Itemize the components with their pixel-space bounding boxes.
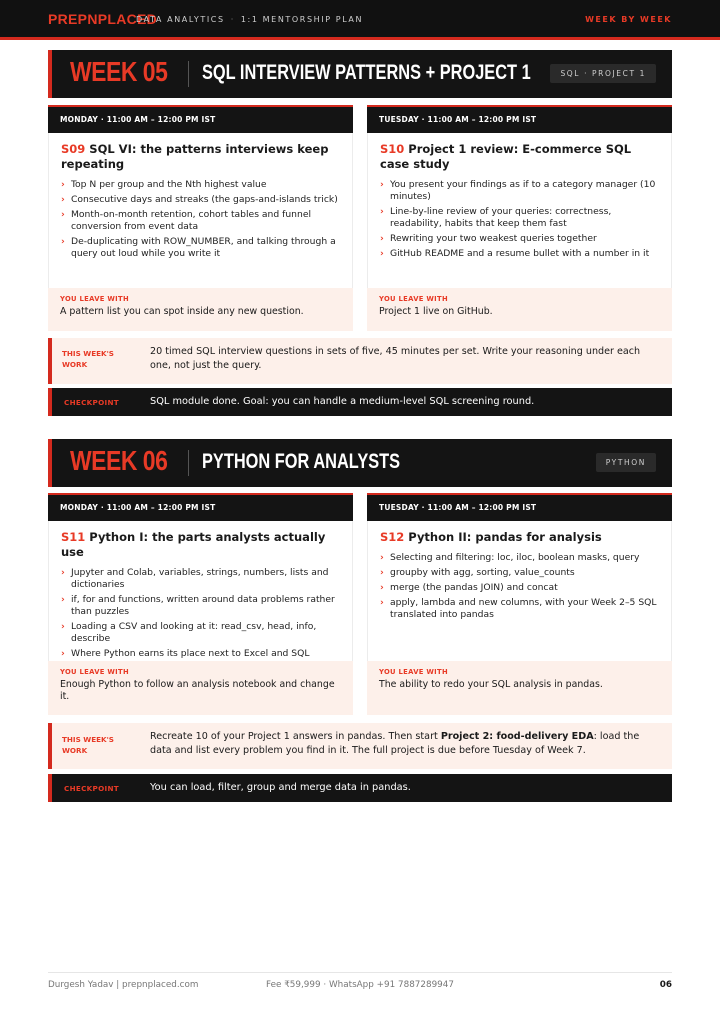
list-item-text: De-duplicating with ROW_NUMBER, and talking through a query out loud while you write it	[71, 236, 336, 259]
weekly-work-text-part: : load the data and list every problem you find in it. The full project is due before Tuesday of Week 7.	[150, 731, 640, 756]
leave-with-box	[48, 661, 353, 715]
chevron-right-icon: ›	[380, 248, 384, 259]
list-item-text: You present your findings as if to a category manager (10 minutes)	[390, 179, 656, 202]
breadcrumb	[136, 15, 363, 24]
page-number: 06	[659, 980, 672, 990]
chevron-right-icon: ›	[61, 621, 65, 632]
weekly-work-label: THIS WEEK'S WORK	[62, 735, 114, 755]
list-item	[380, 233, 659, 245]
leave-with-label: YOU LEAVE WITH	[60, 668, 129, 676]
checkpoint-bar	[48, 388, 672, 416]
leave-with-text: Enough Python to follow an analysis notebook and change it.	[60, 679, 335, 702]
footer-contact: Fee ₹59,999 · WhatsApp +91 7887289947	[266, 980, 454, 990]
top-bar	[0, 0, 720, 40]
list-item-text: merge (the pandas JOIN) and concat	[390, 582, 558, 593]
day-card-tuesday	[367, 105, 672, 317]
weekly-work-text	[150, 345, 660, 373]
section-label: WEEK BY WEEK	[585, 15, 672, 24]
divider	[188, 450, 189, 476]
day-card-monday	[48, 493, 353, 702]
list-item-text: Month-on-month retention, cohort tables and funnel conversion from event data	[71, 209, 312, 232]
list-item	[380, 248, 659, 260]
week-section-06	[48, 439, 672, 793]
chevron-right-icon: ›	[380, 552, 384, 563]
chevron-right-icon: ›	[61, 567, 65, 578]
weekly-work-box	[48, 723, 672, 769]
list-item	[380, 582, 659, 594]
list-item-text: Consecutive days and streaks (the gaps-and-islands trick)	[71, 194, 338, 205]
weekly-work-text-part: Recreate 10 of your Project 1 answers in pandas. Then start	[150, 731, 441, 742]
day-header: TUESDAY · 11:00 AM – 12:00 PM IST	[367, 493, 672, 521]
week-number: WEEK 05	[70, 56, 168, 87]
checkpoint-text: SQL module done. Goal: you can handle a medium-level SQL screening round.	[150, 396, 535, 407]
list-item-text: Jupyter and Colab, variables, strings, numbers, lists and dictionaries	[71, 567, 329, 590]
session-code: S11	[61, 530, 86, 544]
leave-with-text: The ability to redo your SQL analysis in pandas.	[379, 679, 603, 690]
list-item-text: GitHub README and a resume bullet with a number in it	[390, 248, 650, 259]
topic-list	[380, 552, 659, 621]
chevron-right-icon: ›	[61, 209, 65, 220]
week-header	[48, 439, 672, 487]
week-title: SQL INTERVIEW PATTERNS + PROJECT 1	[202, 61, 531, 84]
list-item	[61, 567, 340, 591]
list-item-text: if, for and functions, written around data problems rather than puzzles	[71, 594, 335, 617]
session-code: S12	[380, 530, 405, 544]
day-header: MONDAY · 11:00 AM – 12:00 PM IST	[48, 105, 353, 133]
breadcrumb-plan: 1:1 MENTORSHIP PLAN	[240, 15, 364, 24]
list-item	[61, 236, 340, 260]
session-title	[380, 142, 659, 172]
day-card-monday	[48, 105, 353, 317]
day-card-tuesday	[367, 493, 672, 690]
chevron-right-icon: ›	[380, 597, 384, 608]
list-item-text: Loading a CSV and looking at it: read_csv, head, info, describe	[71, 621, 317, 644]
week-tag: PYTHON	[596, 453, 656, 472]
list-item	[380, 567, 659, 579]
chevron-right-icon: ›	[61, 648, 65, 659]
chevron-right-icon: ›	[61, 594, 65, 605]
session-name: Python I: the parts analysts actually use	[61, 530, 326, 559]
breadcrumb-program: DATA ANALYTICS	[136, 15, 225, 24]
leave-with-label: YOU LEAVE WITH	[60, 295, 129, 303]
week-title: PYTHON FOR ANALYSTS	[202, 450, 401, 473]
list-item-text: Where Python earns its place next to Excel and SQL	[71, 648, 310, 659]
checkpoint-text: You can load, filter, group and merge data in pandas.	[150, 782, 411, 793]
session-name: Project 1 review: E-commerce SQL case study	[380, 142, 632, 171]
chevron-right-icon: ›	[61, 179, 65, 190]
session-body	[48, 133, 353, 288]
list-item	[380, 179, 659, 203]
chevron-right-icon: ›	[380, 233, 384, 244]
week-number: WEEK 06	[70, 445, 168, 476]
footer-divider	[48, 972, 672, 973]
chevron-right-icon: ›	[380, 582, 384, 593]
breadcrumb-separator: ·	[230, 15, 235, 24]
leave-with-box	[48, 288, 353, 331]
leave-with-box	[367, 288, 672, 331]
chevron-right-icon: ›	[380, 206, 384, 217]
weekly-work-text-part: 20 timed SQL interview questions in sets of five, 45 minutes per set. Write your reasoning under each one, not just the query.	[150, 346, 641, 371]
topic-list	[61, 567, 340, 660]
chevron-right-icon: ›	[380, 567, 384, 578]
weekly-work-text	[150, 730, 660, 758]
week-section-05	[48, 50, 672, 407]
checkpoint-bar	[48, 774, 672, 802]
session-name: Python II: pandas for analysis	[408, 530, 602, 544]
leave-with-text: Project 1 live on GitHub.	[379, 306, 493, 317]
list-item	[380, 597, 659, 621]
list-item-text: Rewriting your two weakest queries together	[390, 233, 597, 244]
list-item	[61, 594, 340, 618]
list-item-text: apply, lambda and new columns, with your Week 2–5 SQL translated into pandas	[390, 597, 657, 620]
day-header: TUESDAY · 11:00 AM – 12:00 PM IST	[367, 105, 672, 133]
chevron-right-icon: ›	[380, 179, 384, 190]
checkpoint-label: CHECKPOINT	[64, 398, 120, 407]
leave-with-box	[367, 661, 672, 715]
chevron-right-icon: ›	[61, 194, 65, 205]
week-tag: SQL · PROJECT 1	[550, 64, 656, 83]
list-item-text: Selecting and filtering: loc, iloc, boolean masks, query	[390, 552, 640, 563]
session-title	[61, 142, 340, 172]
list-item	[61, 194, 340, 206]
session-name: SQL VI: the patterns interviews keep repeating	[61, 142, 329, 171]
list-item	[380, 552, 659, 564]
session-body	[367, 133, 672, 288]
list-item-text: groupby with agg, sorting, value_counts	[390, 567, 575, 578]
list-item-text: Top N per group and the Nth highest value	[71, 179, 267, 190]
list-item	[380, 206, 659, 230]
session-title	[61, 530, 340, 560]
list-item	[61, 648, 340, 660]
checkpoint-label: CHECKPOINT	[64, 784, 120, 793]
list-item-text: Line-by-line review of your queries: correctness, readability, habits that keep them fast	[390, 206, 612, 229]
week-header	[48, 50, 672, 98]
session-body	[48, 521, 353, 661]
day-header: MONDAY · 11:00 AM – 12:00 PM IST	[48, 493, 353, 521]
footer-author: Durgesh Yadav | prepnplaced.com	[48, 980, 199, 990]
leave-with-label: YOU LEAVE WITH	[379, 668, 448, 676]
divider	[188, 61, 189, 87]
session-code: S09	[61, 142, 86, 156]
brand-logo: PREPNPLACED	[48, 11, 158, 27]
chevron-right-icon: ›	[61, 236, 65, 247]
session-code: S10	[380, 142, 405, 156]
list-item	[61, 179, 340, 191]
list-item	[61, 209, 340, 233]
leave-with-label: YOU LEAVE WITH	[379, 295, 448, 303]
weekly-work-box	[48, 338, 672, 384]
topic-list	[380, 179, 659, 260]
topic-list	[61, 179, 340, 260]
project-name: Project 2: food-delivery EDA	[440, 731, 594, 742]
session-title	[380, 530, 659, 545]
session-body	[367, 521, 672, 661]
list-item	[61, 621, 340, 645]
leave-with-text: A pattern list you can spot inside any new question.	[60, 306, 304, 317]
weekly-work-label: THIS WEEK'S WORK	[62, 349, 114, 369]
